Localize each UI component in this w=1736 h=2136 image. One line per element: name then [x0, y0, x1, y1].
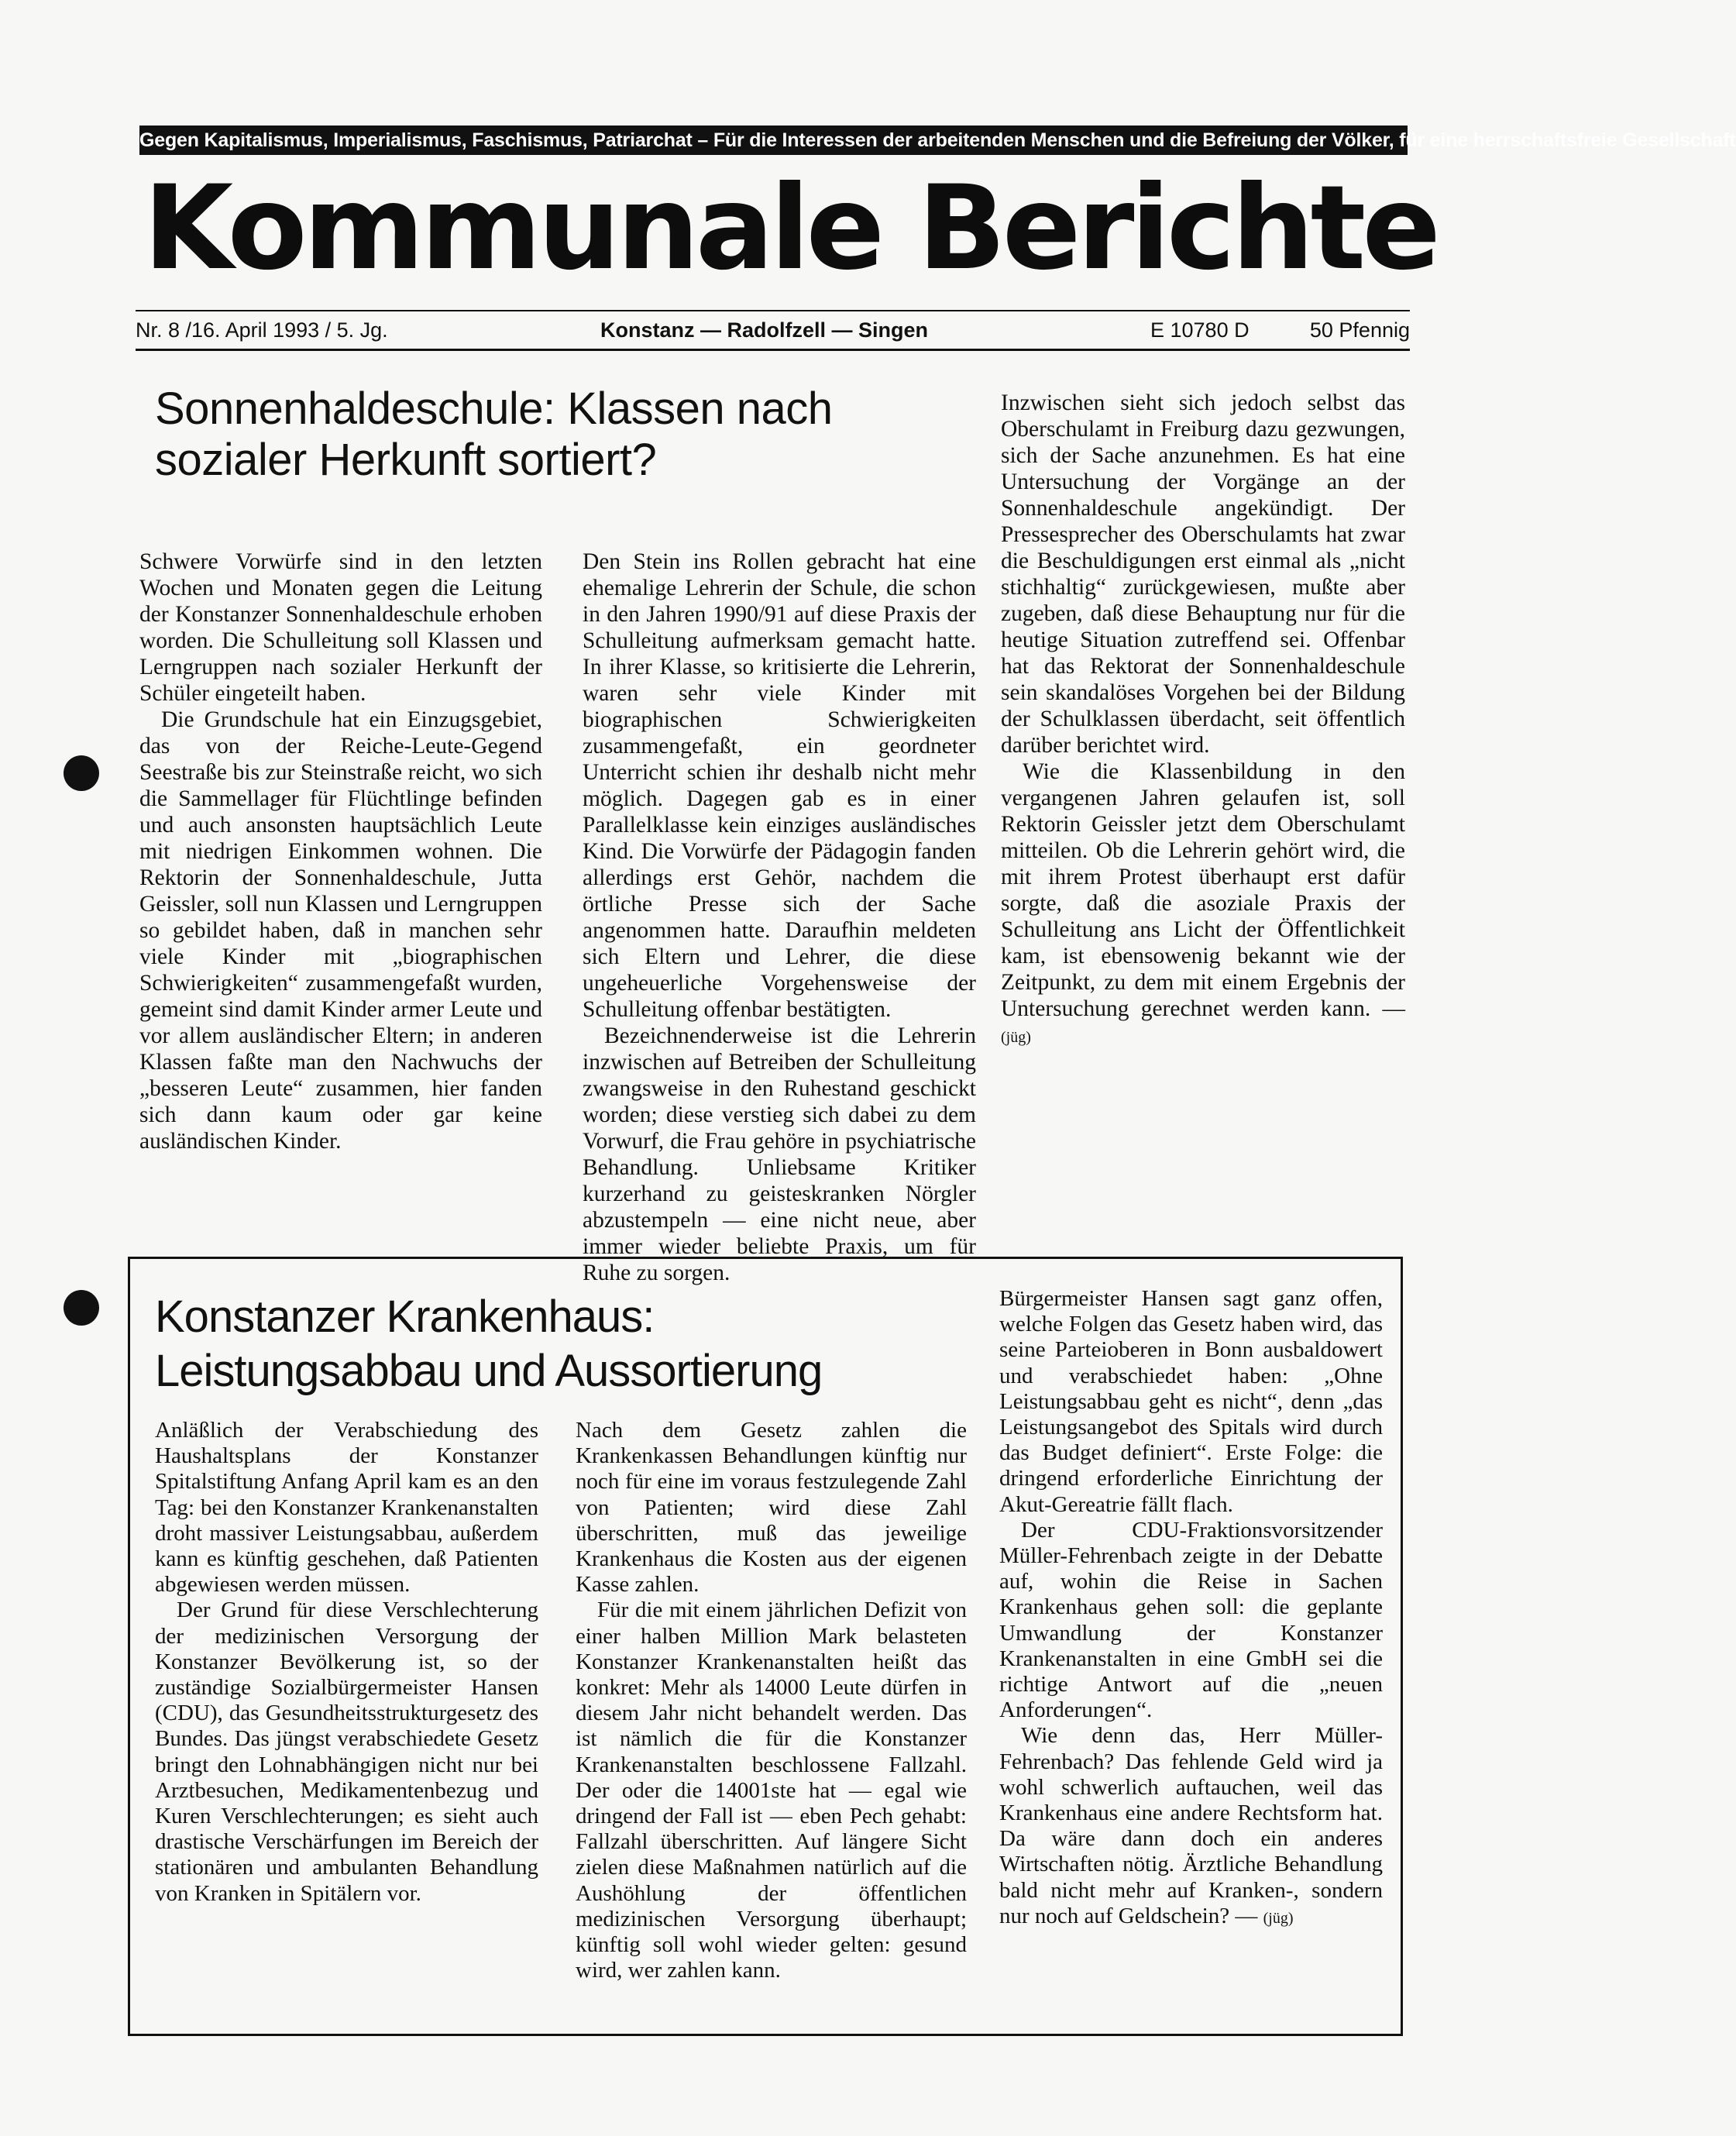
article1-paragraph [1001, 758, 1405, 1051]
newspaper-title: Kommunale Berichte [143, 161, 1438, 296]
article2-column-2 [576, 1418, 967, 1983]
article1-paragraph: Schwere Vorwürfe sind in den letzten Wochen und Monaten gegen die Leitung der Konstanzer Sonnenhaldeschule erhoben worden. Die Schulleitung soll Klassen und Lerngruppen nach sozialer Herkunft der Schüler eingeteilt haben. [139, 549, 542, 706]
article1-paragraph: Bezeichnenderweise ist die Lehrerin inzwischen auf Betreiben der Schulleitung zwangsweise in den Ruhestand geschickt worden; diese verstieg sich dabei zu dem Vorwurf, die Frau gehöre in psychiatrische Behandlung. Unliebsame Kritiker kurzerhand zu geisteskranken Nörgler abzustempeln — eine nicht neue, aber immer wieder beliebte Praxis, um für Ruhe zu sorgen. [583, 1023, 976, 1285]
article2-paragraph [999, 1723, 1383, 1931]
article1-paragraph: Den Stein ins Rollen gebracht hat eine ehemalige Lehrerin der Schule, die schon in den Jahren 1990/91 auf diese Praxis der Schulleitung aufmerksam gemacht hatte. In ihrer Klasse, so kritisierte die Lehrerin, waren sehr viele Kinder mit biographischen Schwierigkeiten zusammengefaßt, ein geordneter Unterricht schien ihr deshalb nicht mehr möglich. Dagegen gab es in einer Parallelklasse kein einziges ausländisches Kind. Die Vorwürfe der Pädagogin fanden allerdings erst Gehör, nachdem die örtliche Presse sich der Sache angenommen hatte. Daraufhin meldeten sich Eltern und Lehrer, die diese ungeheuerliche Vorgehensweise der Schulleitung offenbar bestätigten. [583, 549, 976, 1022]
article2-paragraph-text: Wie denn das, Herr Müller-Fehrenbach? Das fehlende Geld wird ja wohl schwerlich auftauchen, weil das Krankenhaus eine andere Rechtsform hat. Da wäre dann doch ein anderes Wirtschaften nötig. Ärztliche Behandlung bald nicht mehr auf Kranken-, sondern nur noch auf Geldschein? — [999, 1723, 1383, 1928]
article2-paragraph: Der Grund für diese Verschlechterung der medizinischen Versorgung der Konstanzer Bevölkerung ist, so der zuständige Sozialbürgermeister Hansen (CDU), das Gesundheitsstrukturgesetz des Bundes. Das jüngst verabschiedete Gesetz bringt den Lohnabhängigen nicht nur bei Arztbesuchen, Medikamentenbezug und Kuren Verschlechterungen; es sieht auch drastische Verschärfungen im Bereich der stationären und ambulanten Behandlung von Kranken in Spitälern vor. [155, 1598, 538, 1906]
article1-column-1 [139, 549, 542, 1154]
article2-paragraph: Nach dem Gesetz zahlen die Krankenkassen Behandlungen künftig nur noch für eine im voraus festzulegende Zahl von Patienten; wird diese Zahl überschritten, muß das jeweilige Krankenhaus die Kosten aus der eigenen Kasse zahlen. [576, 1418, 967, 1598]
article2-paragraph: Anläßlich der Verabschiedung des Haushaltsplans der Konstanzer Spitalstiftung Anfang April kam es an den Tag: bei den Konstanzer Krankenanstalten droht massiver Leistungsabbau, außerdem kann es künftig geschehen, daß Patienten abgewiesen werden müssen. [155, 1418, 538, 1598]
article1-signature: (jüg) [1001, 1029, 1031, 1046]
article2-column-1 [155, 1418, 538, 1907]
article2-signature: (jüg) [1263, 1909, 1294, 1927]
article1-paragraph-text: Wie die Klassenbildung in den vergangenen Jahren gelaufen ist, soll Rektorin Geissler jetzt dem Oberschulamt mitteilen. Ob die Lehrerin gehört wird, die mit ihrem Protest überhaupt erst dafür sorgte, daß die asoziale Praxis der Schulleitung ans Licht der Öffentlichkeit kam, ist ebensowenig bekannt wie der Zeitpunkt, zu dem mit einem Ergebnis der Untersuchung gerechnet werden kann. — [1001, 759, 1405, 1021]
article1-paragraph: Die Grundschule hat ein Einzugsgebiet, das von der Reiche-Leute-Gegend Seestraße bis zur Steinstraße reicht, wo sich die Sammellager für Flüchtlinge befinden und auch ansonsten hauptsächlich Leute mit niedrigen Einkommen wohnen. Die Rektorin der Sonnenhaldeschule, Jutta Geissler, soll nun Klassen und Lerngruppen so gebildet haben, daß in manchen sehr viele Kinder mit „biographischen Schwierigkeiten“ zusammengefaßt wurden, gemeint sind damit Kinder armer Leute und vor allem ausländischer Eltern; in anderen Klassen faßte man den Nachwuchs der „besseren Leute“ zusammen, hier fanden sich dann kaum oder gar keine ausländischen Kinder. [139, 707, 542, 1154]
article1-paragraph: Inzwischen sieht sich jedoch selbst das Oberschulamt in Freiburg dazu gezwungen, sich der Sache anzunehmen. Es hat eine Untersuchung der Vorgänge an der Sonnenhaldeschule angekündigt. Der Pressesprecher des Oberschulamts hat zwar die Beschuldigungen erst einmal als „nicht stichhaltig“ zurückgewiesen, mußte aber zugeben, daß diese Behauptung nur für die heutige Situation zutreffend sei. Offenbar hat das Rektorat der Sonnenhaldeschule sein skandalöses Vorgehen bei der Bildung der Schulklassen überdacht, seit öffentlich darüber berichtet wird. [1001, 390, 1405, 758]
price: 50 Pfennig [1309, 318, 1410, 342]
article2-paragraph: Der CDU-Fraktionsvorsitzender Müller-Fehrenbach zeigte in der Debatte auf, wohin die Reise in Sachen Krankenhaus gehen soll: die geplante Umwandlung der Konstanzer Krankenanstalten in eine GmbH sei die richtige Antwort auf die „neuen Anforderungen“. [999, 1517, 1383, 1723]
article1-column-2 [583, 549, 976, 1286]
masthead-motto: Gegen Kapitalismus, Imperialismus, Faschismus, Patriarchat – Für die Interessen der arbeitenden Menschen und die Befreiung der Völker, für eine herrschaftsfreie Gesellschaft [139, 126, 1408, 155]
punch-hole [64, 755, 99, 791]
edition-code: E 10780 D [1150, 318, 1250, 342]
article2-paragraph: Für die mit einem jährlichen Defizit von einer halben Million Mark belasteten Konstanzer Krankenanstalten heißt das konkret: Mehr als 14000 Leute dürfen in diesem Jahr nicht behandelt werden. Das ist nämlich die für die Konstanzer Krankenanstalten beschlossene Fallzahl. Der oder die 14001ste hat — egal wie dringend der Fall ist — eben Pech gehabt: Fallzahl überschritten. Auf längere Sicht zielen diese Maßnahmen natürlich auf die Aushöhlung der öffentlichen medizinischen Versorgung überhaupt; künftig soll wohl wieder gelten: gesund wird, wer zahlen kann. [576, 1598, 967, 1983]
article2-paragraph: Bürgermeister Hansen sagt ganz offen, welche Folgen das Gesetz haben wird, das seine Parteioberen in Bonn ausbaldowert und verabschiedet haben: „Ohne Leistungsabbau geht es nicht“, denn „das Leistungsangebot des Spitals wird durch das Budget definiert“. Erste Folge: die dringend erforderliche Einrichtung der Akut-Gereatrie fällt flach. [999, 1286, 1383, 1517]
region-line: Konstanz — Radolfzell — Singen [600, 318, 929, 342]
article1-headline: Sonnenhaldeschule: Klassen nach sozialer Herkunft sortiert? [155, 384, 833, 485]
punch-hole [64, 1290, 99, 1326]
article2-column-3 [999, 1286, 1383, 1931]
article1-column-3 [1001, 390, 1405, 1051]
issue-number: Nr. 8 /16. April 1993 / 5. Jg. [136, 318, 388, 342]
article2-headline: Konstanzer Krankenhaus: Leistungsabbau und Aussortierung [155, 1292, 823, 1396]
issue-info-bar [136, 310, 1410, 351]
